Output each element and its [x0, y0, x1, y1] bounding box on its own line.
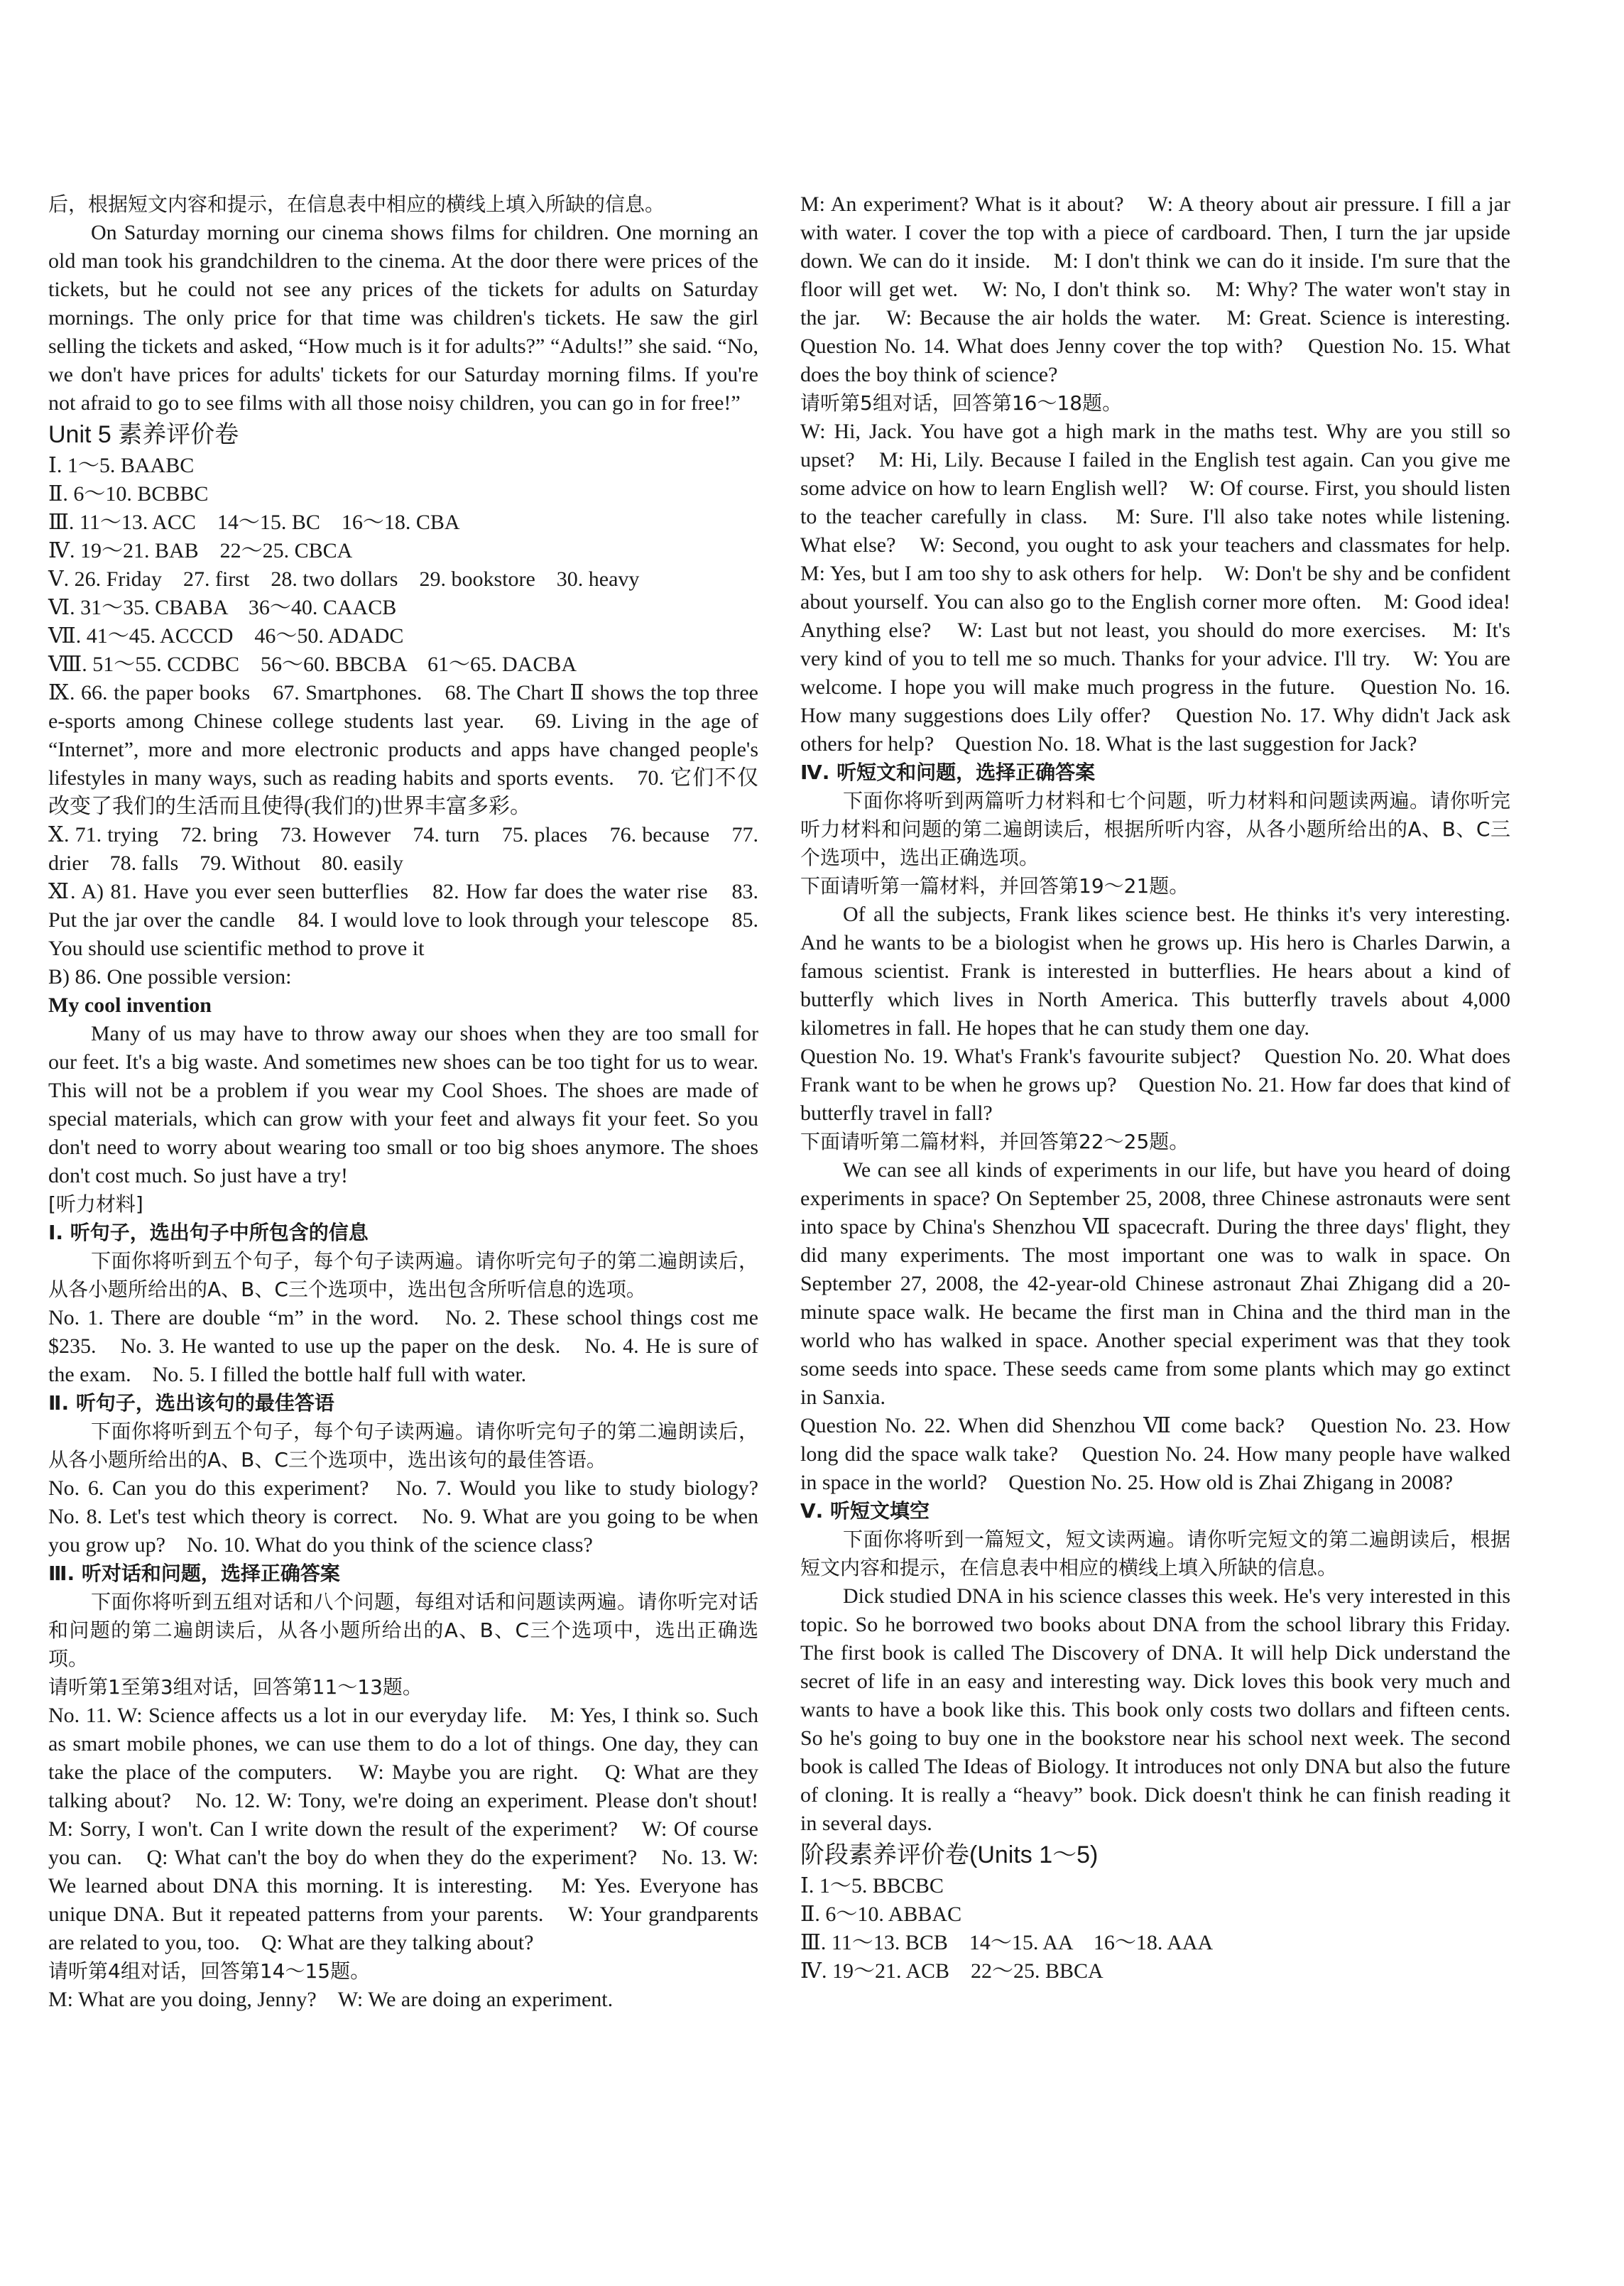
- paragraph: B) 86. One possible version:: [48, 965, 292, 989]
- right-column: [800, 190, 1532, 1986]
- paragraph: 请听第1至第3组对话，回答第11～13题。: [48, 1675, 423, 1699]
- paragraph: 下面你将听到一篇短文，短文读两遍。请你听完短文的第二遍朗读后，根据短文内容和提示，在信息表中相应的横线上填入所缺的信息。: [800, 1528, 1510, 1579]
- paragraph: 请听第5组对话，回答第16～18题。: [800, 391, 1123, 415]
- paragraph: Dick studied DNA in his science classes this week. He's very interested in this topic. So he borrowed two books about DNA from the school library this Friday. The first book is called The Discovery of DNA. It will help Dick understand the secret of life in an easy and interesting way. Dick loves this book very much and wants to have a book like this. This book only costs two dollars and fifteen cents. So he's going to buy one in the bookstore near his school next week. The second book is called The Ideas of Biology. It introduces not only DNA but also the future of cloning. It is really a “heavy” book. Dick doesn't think he can finish reading it in several days.: [800, 1584, 1510, 1835]
- paragraph: Question No. 22. When did Shenzhou Ⅶ come back? Question No. 23. How long did the space walk take? Question No. 24. How many people have walked in space in the world? Question No. 25. How old is Zhai Zhigang in 2008?: [800, 1414, 1510, 1494]
- paragraph: No. 11. W: Science affects us a lot in our everyday life. M: Yes, I think so. Such as smart mobile phones, we can use them to do a lot of things. One day, they can take the place of the computers. W: Maybe you are right. Q: What are they talking about? No. 12. W: Tony, we're doing an experiment. Please don't shout! M: Sorry, I won't. Can I write down the result of the experiment? W: Of course you can. Q: What can't the boy do when they do the experiment? No. 13. W: We learned about DNA this morning. It is interesting. M: Yes. Everyone has unique DNA. But it repeated patterns from your parents. W: Your grandparents are related to you, too. Q: What are they talking about?: [48, 1704, 780, 1954]
- paragraph: Many of us may have to throw away our shoes when they are too small for our feet. It's a big waste. And sometimes new shoes can be too tight for us to wear. This will not be a problem if you wear my Cool Shoes. The shoes are made of special materials, which can grow with your feet and always fit your feet. So you don't need to worry about wearing too small or too big shoes anymore. The shoes don't cost much. So just have a try!: [48, 1022, 758, 1187]
- part-heading: Ⅱ. 听句子，选出该句的最佳答语: [48, 1391, 334, 1415]
- paragraph: Ⅹ. 71. trying 72. bring 73. However 74. turn 75. places 76. because 77. drier 78. falls 79. Without 80. easily: [48, 823, 758, 875]
- subheading: My cool invention: [48, 994, 212, 1017]
- paragraph: Ⅳ. 19～21. BAB 22～25. CBCA: [48, 539, 353, 562]
- paragraph: Ⅸ. 66. the paper books 67. Smartphones. 68. The Chart Ⅱ shows the top three e-sports among Chinese college students last year. 69. Living in the age of “Internet”, more and more electronic products and apps have changed people's lifestyles in many ways, such as reading habits and sports events. 70. 它们不仅改变了我们的生活而且使得(我们的)世界丰富多彩。: [48, 681, 758, 818]
- paragraph: Ⅱ. 6～10. BCBBC: [48, 482, 209, 506]
- paragraph: Ⅳ. 19～21. ACB 22～25. BBCA: [800, 1959, 1103, 1983]
- paragraph: We can see all kinds of experiments in our life, but have you heard of doing experiments in space? On September 25, 2008, three Chinese astronauts were sent into space by China's Shenzhou Ⅶ spacecraft. During the three days' flight, they did many experiments. The most important one was to walk in space. On September 27, 2008, the 42-year-old Chinese astronaut Zhai Zhigang did a 20-minute space walk. He became the first man in China and the third man in the world who has walked in space. Another special experiment was that they took some seeds into space. These seeds came from some plants which may go extinct in Sanxia.: [800, 1158, 1510, 1409]
- paragraph: Of all the subjects, Frank likes science best. He thinks it's very interesting. And he wants to be a biologist when he grows up. His hero is Charles Darwin, a famous scientist. Frank is interested in butterflies. He hears about a kind of butterfly which lives in North America. This butterfly travels about 4,000 kilometres in fall. He hopes that he can study them one day.: [800, 903, 1510, 1040]
- paragraph: M: An experiment? What is it about? W: A theory about air pressure. I fill a jar with water. I cover the top with a piece of cardboard. Then, I turn the jar upside down. We can do it inside. M: I don't think we can do it inside. I'm sure that the floor will get wet. W: No, I don't think so. M: Why? The water won't stay in the jar. W: Because the air holds the water. M: Great. Science is interesting. Question No. 14. What does Jenny cover the top with? Question No. 15. What does the boy think of science?: [800, 192, 1532, 386]
- paragraph: On Saturday morning our cinema shows films for children. One morning an old man took his grandchildren to the cinema. At the door there were prices of the tickets, but he could not see any prices of the tickets for adults on Saturday mornings. The only price for that time was children's tickets. He saw the girl selling the tickets and asked, “How much is it for adults?” “Adults!” she said. “No, we don't have prices for adults' tickets for our Saturday morning films. If you're not afraid to go to see films with all those noisy children, you can go in for free!”: [48, 221, 758, 415]
- section-title: Unit 5 素养评价卷: [48, 421, 239, 448]
- paragraph: M: What are you doing, Jenny? W: We are doing an experiment.: [48, 1988, 614, 2011]
- paragraph: W: Hi, Jack. You have got a high mark in the maths test. Why are you still so upset? M: Hi, Lily. Because I failed in the English test again. Can you give me some advice on how to learn English well? W: Of course. First, you should listen to the teacher carefully in class. M: Sure. I'll also take notes while listening. What else? W: Second, you ought to ask your teachers and classmates for help. M: Yes, but I am too shy to ask others for help. W: Don't be shy and be confident about yourself. You can also go to the English corner more often. M: Good idea! Anything else? W: Last but not least, you should do more exercises. M: It's very kind of you to tell me so much. Thanks for your advice. I'll try. W: You are welcome. I hope you will make much progress in the future. Question No. 16. How many suggestions does Lily offer? Question No. 17. Why didn't Jack ask others for help? Question No. 18. What is the last suggestion for Jack?: [800, 420, 1532, 756]
- paragraph: Question No. 19. What's Frank's favourite subject? Question No. 20. What does Frank want to be when he grows up? Question No. 21. How far does that kind of butterfly travel in fall?: [800, 1045, 1510, 1125]
- paragraph: 后，根据短文内容和提示，在信息表中相应的横线上填入所缺的信息。: [48, 192, 665, 216]
- paragraph: Ⅰ. 1～5. BBCBC: [800, 1874, 944, 1898]
- paragraph: No. 1. There are double “m” in the word. No. 2. These school things cost me $235. No. 3. He wanted to use up the paper on the desk. No. 4. He is sure of the exam. No. 5. I filled the bottle half full with water.: [48, 1306, 758, 1386]
- part-heading: Ⅲ. 听对话和问题，选择正确答案: [48, 1562, 340, 1585]
- paragraph: Ⅲ. 11～13. BCB 14～15. AA 16～18. AAA: [800, 1931, 1214, 1954]
- part-heading: Ⅴ. 听短文填空: [800, 1499, 930, 1523]
- paragraph: Ⅷ. 51～55. CCDBC 56～60. BBCBA 61～65. DACBA: [48, 653, 577, 676]
- left-column: [48, 190, 780, 2014]
- paragraph: Ⅰ. 1～5. BAABC: [48, 454, 195, 477]
- paragraph: 下面你将听到两篇听力材料和七个问题，听力材料和问题读两遍。请你听完听力材料和问题的第二遍朗读后，根据所听内容，从各小题所给出的A、B、C三个选项中，选出正确选项。: [800, 789, 1510, 869]
- paragraph: 请听第4组对话，回答第14～15题。: [48, 1959, 371, 1983]
- part-heading: Ⅰ. 听句子，选出句子中所包含的信息: [48, 1221, 369, 1244]
- paragraph: 下面你将听到五组对话和八个问题，每组对话和问题读两遍。请你听完对话和问题的第二遍朗读后，从各小题所给出的A、B、C三个选项中，选出正确选项。: [48, 1590, 758, 1670]
- section-title: 阶段素养评价卷(Units 1～5): [800, 1841, 1099, 1868]
- paragraph: Ⅵ. 31～35. CBABA 36～40. CAACB: [48, 596, 397, 619]
- paragraph: 下面你将听到五个句子，每个句子读两遍。请你听完句子的第二遍朗读后，从各小题所给出的A、B、C三个选项中，选出包含所听信息的选项。: [48, 1249, 758, 1301]
- paragraph: Ⅶ. 41～45. ACCCD 46～50. ADADC: [48, 624, 404, 648]
- paragraph: Ⅲ. 11～13. ACC 14～15. BC 16～18. CBA: [48, 511, 460, 534]
- paragraph: 下面你将听到五个句子，每个句子读两遍。请你听完句子的第二遍朗读后，从各小题所给出的A、B、C三个选项中，选出该句的最佳答语。: [48, 1420, 758, 1471]
- section-tag: [听力材料]: [48, 1192, 143, 1216]
- paragraph: 下面请听第一篇材料，并回答第19～21题。: [800, 874, 1189, 898]
- paragraph: Ⅺ. A) 81. Have you ever seen butterflies 82. How far does the water rise 83. Put the jar over the candle 84. I would love to look through your telescope 85. You should use scientific method to prove it: [48, 880, 758, 960]
- paragraph: No. 6. Can you do this experiment? No. 7. Would you like to study biology? No. 8. Let's test which theory is correct. No. 9. What are you going to be when you grow up? No. 10. What do you think of the science class?: [48, 1476, 780, 1557]
- paragraph: Ⅱ. 6～10. ABBAC: [800, 1903, 962, 1926]
- paragraph: Ⅴ. 26. Friday 27. first 28. two dollars 29. bookstore 30. heavy: [48, 567, 640, 591]
- paragraph: 下面请听第二篇材料，并回答第22～25题。: [800, 1130, 1189, 1153]
- part-heading: Ⅳ. 听短文和问题，选择正确答案: [800, 761, 1096, 784]
